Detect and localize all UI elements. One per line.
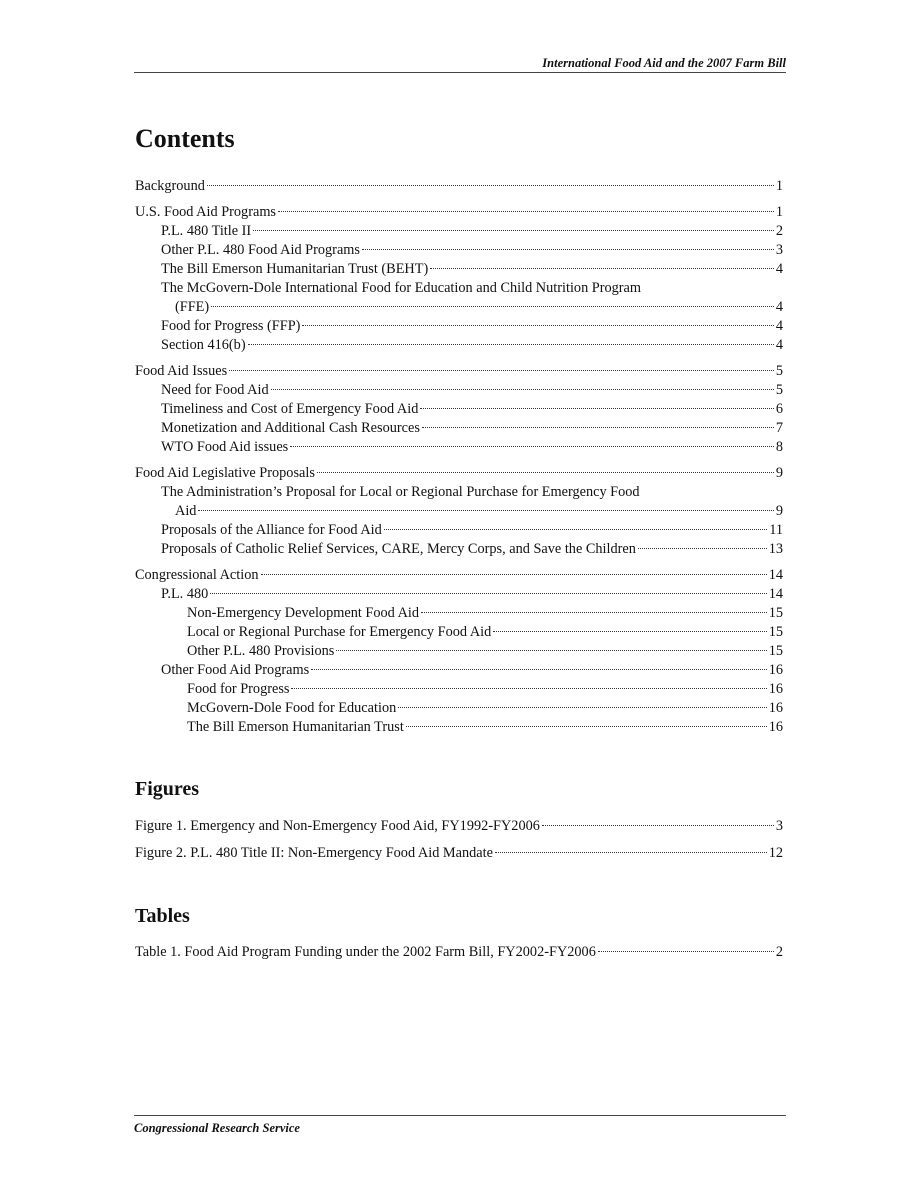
toc-entry-page: 15: [768, 605, 783, 621]
toc-entry-page: 4: [775, 318, 783, 334]
toc-entry-page: 14: [768, 586, 783, 602]
toc-entry-title: Other P.L. 480 Food Aid Programs: [161, 242, 360, 258]
toc-entry[interactable]: [135, 623, 783, 642]
table-entry-title: Table 1. Food Aid Program Funding under the 2002 Farm Bill, FY2002-FY2006: [135, 944, 596, 960]
toc-entry-page: 14: [768, 567, 783, 583]
toc-entry-page: 9: [775, 503, 783, 519]
page-header: [134, 56, 786, 73]
figures-list: [135, 817, 783, 871]
toc-entry-title: Proposals of the Alliance for Food Aid: [161, 522, 382, 538]
toc-entry-title: P.L. 480: [161, 586, 209, 602]
toc-entry-title: Need for Food Aid: [161, 382, 269, 398]
toc-entry[interactable]: [135, 317, 783, 336]
figure-entry-page: 12: [768, 845, 783, 861]
dot-leader: [638, 548, 767, 549]
toc-entry-title: WTO Food Aid issues: [161, 439, 289, 455]
toc-entry[interactable]: [135, 336, 783, 355]
toc-entry-page: 16: [768, 681, 783, 697]
toc-entry-page: 13: [768, 541, 783, 557]
toc-entry-page: 5: [775, 363, 783, 379]
contents-list: [135, 177, 783, 737]
toc-entry-title: Food for Progress (FFP): [161, 318, 301, 334]
toc-entry-page: 16: [768, 700, 783, 716]
toc-entry-title: Timeliness and Cost of Emergency Food Aid: [161, 401, 419, 417]
figure-entry[interactable]: [135, 817, 783, 836]
figure-entry-title: Figure 1. Emergency and Non-Emergency Food Aid, FY1992-FY2006: [135, 818, 540, 834]
dot-leader: [271, 389, 774, 390]
toc-entry-page: 11: [769, 522, 783, 538]
dot-leader: [207, 185, 774, 186]
toc-entry-title: Food for Progress: [187, 681, 290, 697]
toc-entry-title: Food Aid Issues: [135, 363, 228, 379]
toc-entry[interactable]: [135, 279, 783, 317]
running-header-title: International Food Aid and the 2007 Farm Bill: [542, 56, 786, 70]
toc-entry-title: Non-Emergency Development Food Aid: [187, 605, 420, 621]
toc-entry-title-continued: Aid: [175, 503, 197, 519]
toc-entry-page: 16: [768, 662, 783, 678]
toc-entry-title: The Administration’s Proposal for Local or Regional Purchase for Emergency Food: [161, 484, 640, 500]
toc-entry[interactable]: [135, 604, 783, 623]
toc-entry[interactable]: [135, 585, 783, 604]
contents-heading: Contents: [135, 124, 235, 153]
dot-leader: [384, 529, 767, 530]
toc-entry[interactable]: [135, 362, 783, 381]
tables-heading: Tables: [135, 905, 190, 927]
toc-entry[interactable]: [135, 381, 783, 400]
figure-entry[interactable]: [135, 844, 783, 863]
dot-leader: [211, 306, 774, 307]
dot-leader: [278, 211, 774, 212]
toc-entry-title-continued: (FFE): [175, 299, 210, 315]
toc-entry-page: 4: [775, 337, 783, 353]
toc-entry-page: 7: [775, 420, 783, 436]
toc-entry[interactable]: [135, 566, 783, 585]
toc-entry-title: The Bill Emerson Humanitarian Trust (BEHT): [161, 261, 429, 277]
tables-list: [135, 943, 783, 970]
toc-entry-page: 9: [775, 465, 783, 481]
dot-leader: [291, 688, 766, 689]
dot-leader: [598, 951, 774, 952]
dot-leader: [336, 650, 766, 651]
toc-entry[interactable]: [135, 260, 783, 279]
toc-entry-page: 15: [768, 643, 783, 659]
toc-entry-page: 4: [775, 299, 783, 315]
toc-entry[interactable]: [135, 222, 783, 241]
dot-leader: [311, 669, 767, 670]
toc-entry-page: 3: [775, 242, 783, 258]
dot-leader: [229, 370, 774, 371]
table-entry[interactable]: [135, 943, 783, 962]
toc-entry[interactable]: [135, 718, 783, 737]
toc-entry-page: 8: [775, 439, 783, 455]
dot-leader: [495, 852, 767, 853]
toc-entry-title: The McGovern-Dole International Food for Education and Child Nutrition Program: [161, 280, 642, 296]
dot-leader: [420, 408, 774, 409]
toc-entry-page: 1: [775, 204, 783, 220]
toc-entry-title: Monetization and Additional Cash Resources: [161, 420, 420, 436]
toc-entry-title: Food Aid Legislative Proposals: [135, 465, 315, 481]
dot-leader: [317, 472, 774, 473]
toc-entry-page: 6: [775, 401, 783, 417]
dot-leader: [430, 268, 774, 269]
toc-entry[interactable]: [135, 483, 783, 521]
dot-leader: [362, 249, 774, 250]
toc-entry-title: Other Food Aid Programs: [161, 662, 310, 678]
table-entry-page: 2: [775, 944, 783, 960]
dot-leader: [398, 707, 766, 708]
dot-leader: [253, 230, 774, 231]
figure-entry-page: 3: [775, 818, 783, 834]
toc-entry-page: 15: [768, 624, 783, 640]
toc-entry-title: Proposals of Catholic Relief Services, CARE, Mercy Corps, and Save the Children: [161, 541, 636, 557]
dot-leader: [261, 574, 767, 575]
toc-entry-title: McGovern-Dole Food for Education: [187, 700, 397, 716]
toc-entry[interactable]: [135, 680, 783, 699]
figures-heading: Figures: [135, 778, 200, 800]
dot-leader: [248, 344, 774, 345]
toc-entry[interactable]: [135, 419, 783, 438]
toc-entry-page: 2: [775, 223, 783, 239]
toc-entry-page: 5: [775, 382, 783, 398]
toc-entry-title: The Bill Emerson Humanitarian Trust: [187, 719, 404, 735]
toc-entry[interactable]: [135, 438, 783, 457]
footer-rule: [134, 1115, 786, 1116]
toc-entry[interactable]: [135, 177, 783, 196]
toc-entry[interactable]: [135, 400, 783, 419]
toc-entry-title: Section 416(b): [161, 337, 246, 353]
toc-entry[interactable]: [135, 203, 783, 222]
toc-entry-page: 1: [775, 178, 783, 194]
dot-leader: [542, 825, 774, 826]
toc-entry-page: 16: [768, 719, 783, 735]
toc-entry[interactable]: [135, 642, 783, 661]
toc-entry[interactable]: [135, 699, 783, 718]
dot-leader: [290, 446, 774, 447]
toc-entry[interactable]: [135, 521, 783, 540]
footer-text: Congressional Research Service: [134, 1121, 300, 1135]
toc-entry-title: Other P.L. 480 Provisions: [187, 643, 335, 659]
dot-leader: [422, 427, 774, 428]
toc-entry[interactable]: [135, 661, 783, 680]
figure-entry-title: Figure 2. P.L. 480 Title II: Non-Emergency Food Aid Mandate: [135, 845, 493, 861]
dot-leader: [406, 726, 767, 727]
toc-entry-page: 4: [775, 261, 783, 277]
dot-leader: [210, 593, 766, 594]
dot-leader: [198, 510, 773, 511]
toc-entry-title: Congressional Action: [135, 567, 259, 583]
toc-entry[interactable]: [135, 464, 783, 483]
toc-entry-title: U.S. Food Aid Programs: [135, 204, 277, 220]
toc-entry-title: Local or Regional Purchase for Emergency Food Aid: [187, 624, 492, 640]
toc-entry-title: P.L. 480 Title II: [161, 223, 252, 239]
toc-entry-title: Background: [135, 178, 205, 194]
dot-leader: [493, 631, 766, 632]
toc-entry[interactable]: [135, 540, 783, 559]
dot-leader: [302, 325, 773, 326]
dot-leader: [421, 612, 767, 613]
toc-entry[interactable]: [135, 241, 783, 260]
